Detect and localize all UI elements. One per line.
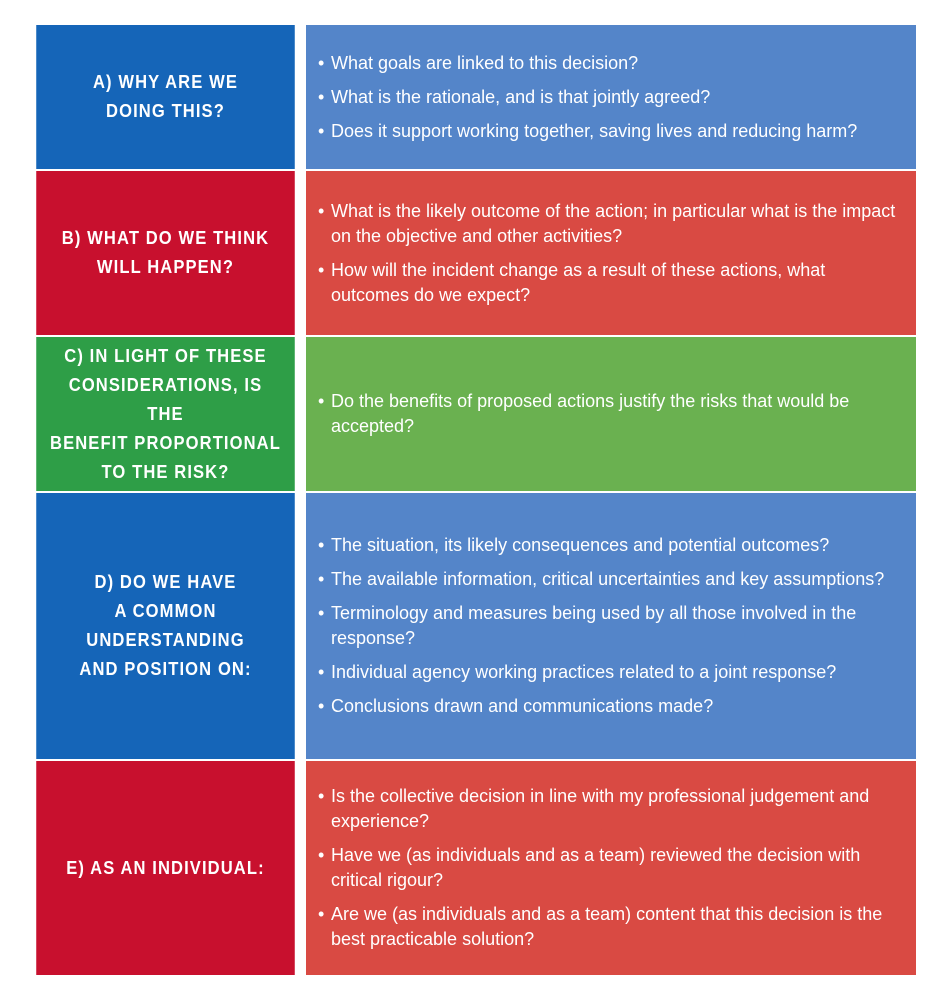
list-item: • The situation, its likely consequences and potential outcomes?: [318, 535, 830, 555]
bullet-list: [318, 784, 902, 952]
row-content: [306, 761, 916, 975]
bullet-text: The available information, critical uncertainties and key assumptions?: [331, 569, 885, 589]
bullet-list: [318, 199, 902, 308]
row-label-text: A) WHY ARE WE DOING THIS?: [92, 72, 238, 121]
row-content: [306, 493, 916, 759]
row-why: [25, 25, 916, 171]
bullet-list: [318, 389, 902, 439]
decision-checklist-table: [25, 25, 916, 975]
row-content: [306, 171, 916, 335]
bullet-text: Is the collective decision in line with my professional judgement and experience?: [331, 786, 870, 831]
row-label-text: E) AS AN INDIVIDUAL:: [66, 857, 265, 878]
row-individual: [25, 761, 916, 975]
row-label: [36, 171, 295, 335]
bullet-text: Terminology and measures being used by all those involved in the response?: [331, 603, 857, 648]
bullet-text: What is the likely outcome of the action; in particular what is the impact on the objective and other activities?: [331, 200, 896, 246]
bullet-text: What goals are linked to this decision?: [331, 52, 639, 73]
row-label-text: C) IN LIGHT OF THESE CONSIDERATIONS, IS THE BENEFIT PROPORTIONAL TO THE RISK?: [50, 345, 281, 482]
row-what-will-happen: [25, 171, 916, 337]
list-item: • What is the likely outcome of the action; in particular what is the impact on the objective and other activities?: [318, 200, 896, 246]
bullet-list: [318, 533, 902, 719]
list-item: • Have we (as individuals and as a team) reviewed the decision with critical rigour?: [318, 845, 861, 890]
bullet-text: Have we (as individuals and as a team) reviewed the decision with critical rigour?: [331, 845, 861, 890]
list-item: • What is the rationale, and is that jointly agreed?: [318, 86, 711, 107]
bullet-text: Do the benefits of proposed actions justify the risks that would be accepted?: [331, 391, 850, 436]
list-item: • Do the benefits of proposed actions justify the risks that would be accepted?: [318, 391, 850, 436]
list-item: • Individual agency working practices related to a joint response?: [318, 662, 837, 682]
row-common-understanding: [25, 493, 916, 761]
bullet-list: [318, 51, 902, 144]
bullet-text: What is the rationale, and is that jointly agreed?: [331, 86, 711, 107]
row-label: [36, 337, 295, 491]
row-label-text: D) DO WE HAVE A COMMON UNDERSTANDING AND POSITION ON:: [79, 572, 252, 679]
bullet-text: Does it support working together, saving lives and reducing harm?: [331, 120, 858, 141]
list-item: • How will the incident change as a result of these actions, what outcomes do we expect?: [318, 259, 826, 305]
row-label: [36, 25, 295, 169]
list-item: • Terminology and measures being used by all those involved in the response?: [318, 603, 857, 648]
bullet-text: How will the incident change as a result of these actions, what outcomes do we expect?: [331, 259, 826, 305]
list-item: • What goals are linked to this decision?: [318, 52, 639, 73]
list-item: • The available information, critical uncertainties and key assumptions?: [318, 569, 885, 589]
list-item: • Are we (as individuals and as a team) content that this decision is the best practicable solution?: [318, 904, 883, 949]
row-label: [36, 761, 295, 975]
list-item: • Does it support working together, saving lives and reducing harm?: [318, 120, 858, 141]
bullet-text: Are we (as individuals and as a team) content that this decision is the best practicable solution?: [331, 904, 883, 949]
bullet-text: Individual agency working practices related to a joint response?: [331, 662, 837, 682]
list-item: • Conclusions drawn and communications made?: [318, 696, 714, 716]
row-content: [306, 25, 916, 169]
bullet-text: Conclusions drawn and communications made?: [331, 696, 714, 716]
row-label: [36, 493, 295, 759]
row-benefit-risk: [25, 337, 916, 493]
list-item: • Is the collective decision in line with my professional judgement and experience?: [318, 786, 870, 831]
row-content: [306, 337, 916, 491]
row-label-text: B) WHAT DO WE THINK WILL HAPPEN?: [61, 228, 270, 277]
bullet-text: The situation, its likely consequences and potential outcomes?: [331, 535, 830, 555]
